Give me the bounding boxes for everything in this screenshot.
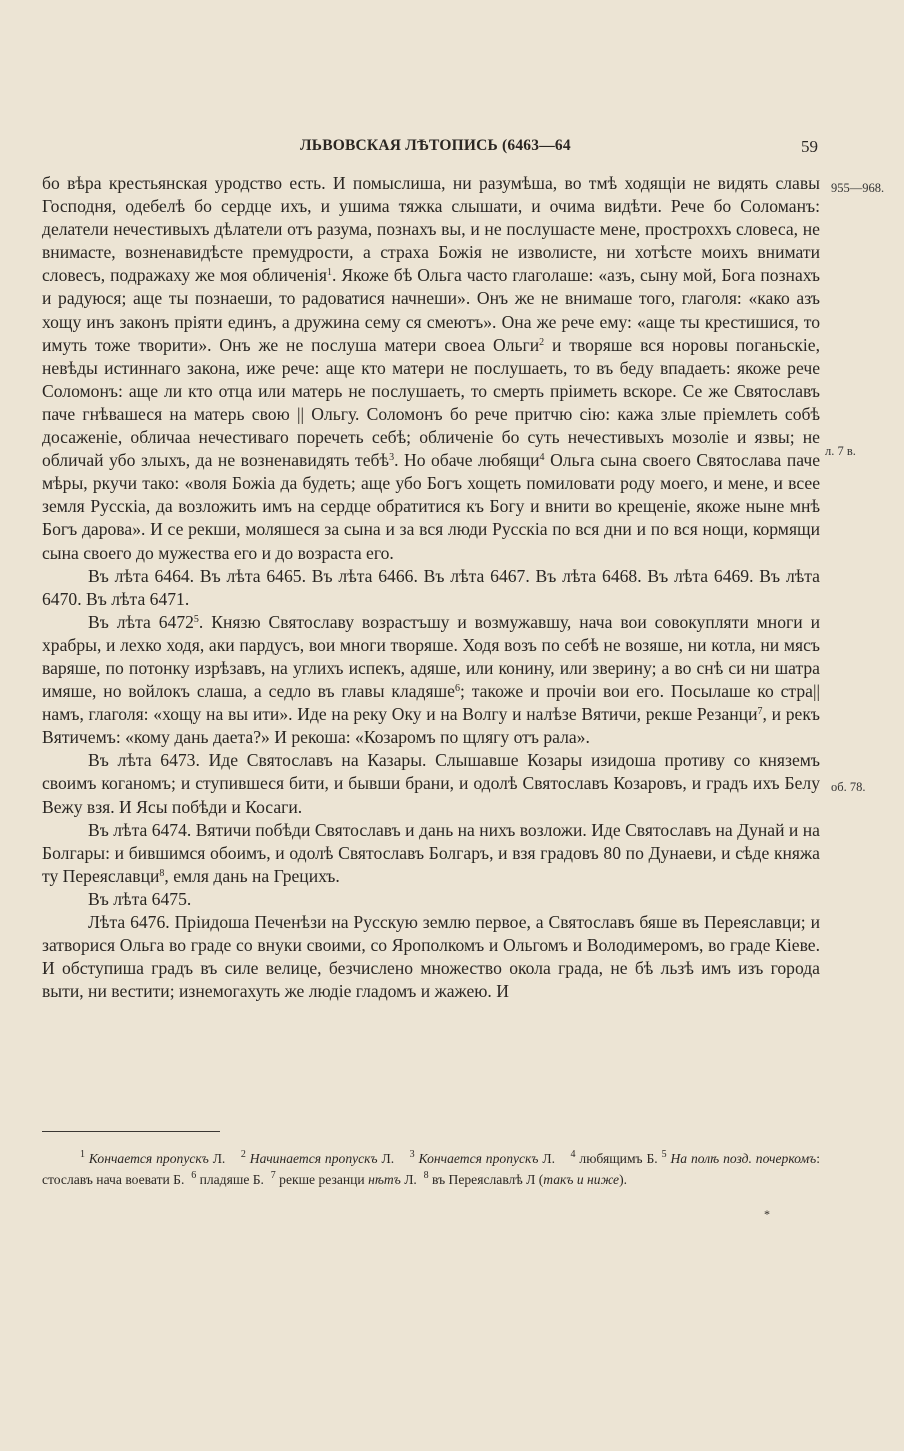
page-number: 59	[801, 137, 818, 156]
paragraph: Въ лѣта 6464. Въ лѣта 6465. Въ лѣта 6466. Въ лѣта 6467. Въ лѣта 6468. Въ лѣта 6469. Въ лѣта 6470. Въ лѣта 6471.	[42, 565, 820, 609]
paragraph: Лѣта 6476. Пріидоша Печенѣзи на Русскую землю первое, а Святославъ бяше въ Переяславци; и затворися Ольга во граде со внуки своими, со Ярополкомъ и Ольгомъ и Володимеромъ, во граде Кіеве. И обступиша градъ въ силе велице, безчислено множество окола града, не бѣ льзѣ имъ изъ города выти, ни вестити; изнемогахуть же людіе гладомъ и жажею. И	[42, 912, 820, 1002]
paragraph: Въ лѣта 6473. Иде Святославъ на Казары. Слышавше Козары изидоша противу со княземъ своимъ коганомъ; и ступившеся бити, и бывши брани, и одолѣ Святославъ Козаровъ, и градъ ихъ Белу Вежу взя. И Ясы побѣди и Косаги.	[42, 750, 820, 817]
footnotes	[42, 1148, 820, 1190]
running-title: ЛЬВОВСКАЯ ЛѢТОПИСЬ (6463—64	[300, 137, 571, 154]
footnote-ref: 7	[757, 706, 763, 718]
footnote-block: $^1$ Кончается пропускъ Л. $^2$ Начинается пропускъ Л. $^3$ Кончается пропускъ Л. $^4$ любящимъ Б. $^5$ На полѣ позд. почеркомъ: стославъ нача воевати Б. $^6$ пладяше Б. $^7$ рекше резанци нѣтъ Л. $^8$ въ Переяславлѣ Л (такъ и ниже).	[42, 1149, 820, 1187]
footnote-ref: 2	[539, 336, 545, 348]
asterisk-mark: *	[764, 1207, 770, 1221]
paragraph: Въ лѣта 6472$^5$. Князю Святославу возрастъшу и возмужавшу, нача вои совокупляти многи и храбры, и лехко ходя, аки пардусъ, вои многи творяше. Ходя возъ по себѣ не возяше, ни котла, ни мясъ варяше, по потонку изрѣзавъ, на углихъ испекъ, адяше, или конину, или зверину; а во снѣ си ни шатра имяше, но войлокъ слаша, а седло въ главы кладяше$^6$; такоже и прочіи вои его. Посылаше ко стра||намъ, глаголя: «хощу на вы ити». Иде на реку Оку и на Волгу и налѣзе Вятичи, рекше Резанци$^7$, и рекъ Вятичемъ: «кому дань даета?» И рекоша: «Козаромъ по щлягу отъ рала».	[42, 611, 820, 748]
margin-note-folio-1: л. 7 в.	[825, 444, 856, 458]
paragraph: Въ лѣта 6475.	[88, 888, 192, 909]
paragraph: бо вѣра крестьянская уродство есть. И помыслиша, ни разумѣша, во тмѣ ходящіи не видять славы Господня, одебелѣ бо сердце ихъ, и ушима тяжка слышати, и очима видѣти. Рече бо Соломанъ: делатели нечестивыхъ дѣлатели отъ разума, познахъ вы, и не послушасте мене, простроххъ словеса, не внимасте, возненавидѣсте премудрости, а страха Божія не изволисте, ни хотѣсте моихъ внимати словесъ, подражаху же моя обличенія$^1$. Якоже бѣ Ольга часто глаголаше: «азъ, сыну мой, Бога познахъ и радуюся; аще ты познаеши, то радоватися начнеши». Онъ же не внимаше того, глаголя: «како азъ хощу инъ законъ пріяти единъ, а дружина сему ся смеютъ». Она же рече ему: «аще ты крестишися, то имуть тоже творити». Онъ же не послуша матери своеа Ольги$^2$ и творяше вся норовы поганьскіе, невѣды истиннаго закона, иже рече: аще кто матери не послушаеть, то въ беду впадаеть: якоже рече Соломонъ: аще ли кто отца или матерь не послушаеть, то смерть пріиметь вскоре. Се же Святославъ паче гнѣвашеся на матерь свою || Ольгу. Соломонъ бо рече притчю сію: кажа злые пріемлеть собѣ досаженіе, обличаа нечестиваго поречеть себѣ; обличеніе бо суть нечестивыхъ мозоліе и язвы; не обличай убо злыхъ, да не возненавидять тебѣ$^3$. Но обаче любящи$^4$ Ольга сына своего Святослава паче мѣры, ркучи тако: «воля Божіа да будеть; аще убо Богъ хощеть помиловати роду моего, и мене, и всее земля Русскіа, да возложить имъ на сердце обратитися къ Богу и внити во крещеніе, якоже ныне мнѣ Богъ дарова». И се рекши, моляшеся за сына и за вся люди Русскіа по вся дни и по вся нощи, кормящи сына своего до мужества его и до возраста его.	[42, 173, 820, 563]
main-text	[42, 172, 820, 1003]
paragraph: Въ лѣта 6474. Вятичи побѣди Святославъ и дань на нихъ возложи. Иде Святославъ на Дунай и на Болгары: и бившимся обоимъ, и одолѣ Святославъ Болгаръ, и взя градовъ 80 по Дунаеви, и сѣде княжа ту Переяславци$^8$, емля дань на Грецихъ.	[42, 819, 820, 886]
footnote-ref: 3	[389, 452, 395, 464]
footnote-ref: 5	[193, 613, 199, 625]
margin-note-years: 955—968.	[831, 181, 885, 195]
margin-note-folio-2: об. 78.	[831, 780, 866, 794]
footnote-ref: 6	[454, 683, 460, 695]
footnote-ref: 1	[327, 267, 333, 279]
footnote-ref: 8	[159, 867, 165, 879]
footnote-ref: 4	[539, 452, 545, 464]
running-header	[0, 137, 904, 159]
footnote-divider	[42, 1131, 220, 1132]
